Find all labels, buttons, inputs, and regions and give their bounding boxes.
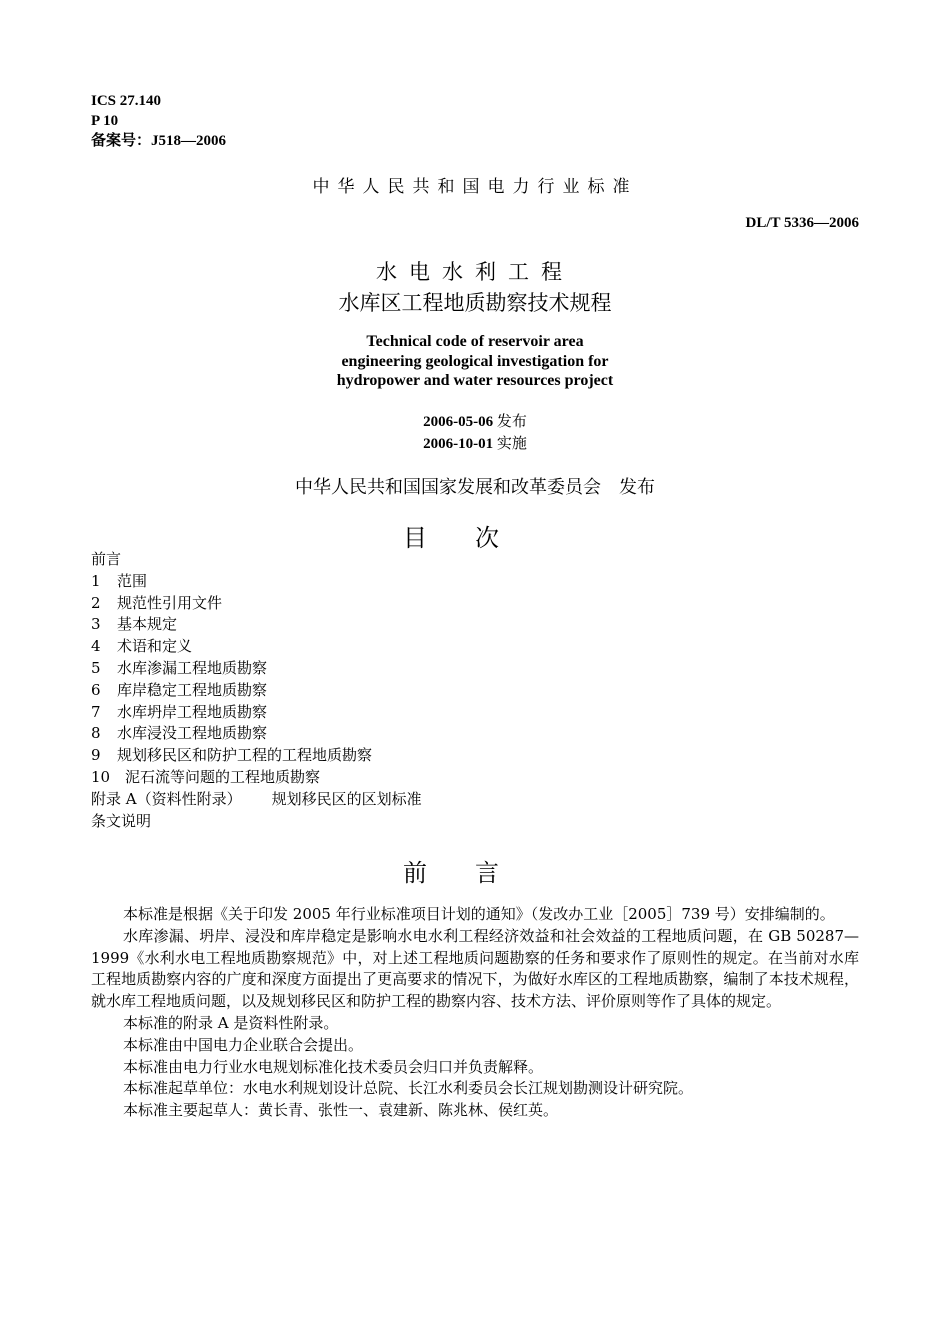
toc-item — [91, 767, 422, 789]
toc-item — [91, 571, 422, 593]
toc-item — [91, 636, 422, 658]
title-line-1: 水电水利工程 — [376, 260, 574, 284]
toc-item-text: 泥石流等问题的工程地质勘察 — [125, 767, 321, 786]
preface-heading: 前言 — [403, 859, 547, 887]
issue-date-label: 发布 — [496, 412, 527, 430]
toc-item-text: 前言 — [91, 550, 122, 568]
toc-item — [91, 702, 422, 724]
filing-number: 备案号：J518—2006 — [91, 133, 227, 149]
issue-date-value: 2006-05-06 — [423, 414, 494, 430]
toc-item-text: 规范性引用文件 — [117, 593, 223, 612]
toc-item-number: 1 — [91, 571, 101, 590]
toc-item — [91, 614, 422, 636]
toc-item-number: 10 — [91, 767, 111, 786]
toc-appendix — [91, 789, 422, 811]
toc-item — [91, 658, 422, 680]
implement-date-value: 2006-10-01 — [423, 436, 494, 452]
toc-item — [91, 680, 422, 702]
toc-item-number: 2 — [91, 593, 101, 612]
toc-heading: 目次 — [403, 524, 547, 552]
toc-item-number: 3 — [91, 615, 101, 634]
toc-item — [91, 723, 422, 745]
toc-item-number: 5 — [91, 658, 101, 677]
toc-item-text: 基本规定 — [117, 615, 178, 634]
toc-item-text: 库岸稳定工程地质勘察 — [117, 680, 268, 699]
preface-body — [91, 904, 859, 1122]
toc-item-text: 水库渗漏工程地质勘察 — [117, 658, 268, 677]
toc-item-text: 术语和定义 — [117, 637, 193, 656]
preface-paragraph: 本标准是根据《关于印发 2005 年行业标准项目计划的通知》（发改办工业［2005］739 号）安排编制的。 — [123, 905, 835, 923]
toc-item-number: 8 — [91, 724, 101, 743]
issue-date — [0, 410, 950, 431]
implement-date — [0, 432, 950, 453]
p-code: P 10 — [91, 113, 119, 129]
toc-item-text: 规划移民区和防护工程的工程地质勘察 — [117, 746, 373, 765]
toc-appendix-text: 规划移民区的区划标准 — [271, 789, 422, 808]
toc-explanation-text: 条文说明 — [91, 811, 152, 830]
preface-paragraph: 本标准由中国电力企业联合会提出。 — [123, 1035, 364, 1054]
toc-appendix-label: 附录 A（资料性附录） — [91, 789, 242, 808]
toc-item-number: 7 — [91, 702, 101, 721]
implement-date-label: 实施 — [496, 434, 527, 452]
english-title-line-3: hydropower and water resources project — [336, 372, 614, 389]
toc-explanation — [91, 811, 422, 833]
issuer: 中华人民共和国国家发展和改革委员会 发布 — [295, 477, 655, 498]
toc-item — [91, 745, 422, 767]
toc-item-text: 范围 — [117, 571, 148, 590]
toc-item — [91, 593, 422, 615]
preface-paragraph: 本标准起草单位：水电水利规划设计总院、长江水利委员会长江规划勘测设计研究院。 — [123, 1079, 694, 1098]
table-of-contents — [91, 549, 422, 832]
preface-paragraph: 本标准的附录 A 是资料性附录。 — [123, 1013, 339, 1032]
industry-standard-heading: 中华人民共和国电力行业标准 — [312, 177, 638, 197]
toc-item-number: 4 — [91, 637, 101, 656]
preface-paragraph: 本标准由电力行业水电规划标准化技术委员会归口并负责解释。 — [123, 1057, 544, 1076]
title-line-2: 水库区工程地质勘察技术规程 — [338, 291, 612, 315]
toc-item-number: 9 — [91, 746, 101, 765]
toc-item-text: 水库浸没工程地质勘察 — [117, 724, 268, 743]
english-title-line-2: engineering geological investigation for — [341, 353, 609, 370]
preface-paragraph: 本标准主要起草人：黄长青、张性一、袁建新、陈兆林、侯红英。 — [123, 1101, 559, 1120]
standard-number: DL/T 5336—2006 — [745, 215, 859, 231]
ics-code: ICS 27.140 — [91, 93, 162, 109]
toc-item-text: 水库坍岸工程地质勘察 — [117, 702, 268, 721]
toc-item — [91, 549, 422, 571]
toc-item-number: 6 — [91, 680, 101, 699]
preface-paragraph: 水库渗漏、坍岸、浸没和库岸稳定是影响水电水利工程经济效益和社会效益的工程地质问题，在 GB 50287—1999《水利水电工程地质勘察规范》中，对上述工程地质问题勘察的任务和要求作了原则性的规定。在当前对水库工程地质勘察内容的广度和深度方面提出了更高要求的情况下，为做好水库区的工程地质勘察，编制了本技术规程，就水库工程地质问题，以及规划移民区和防护工程的勘察内容、技术方法、评价原则等作了具体的规定。 — [91, 926, 859, 1011]
english-title-line-1: Technical code of reservoir area — [366, 333, 584, 350]
